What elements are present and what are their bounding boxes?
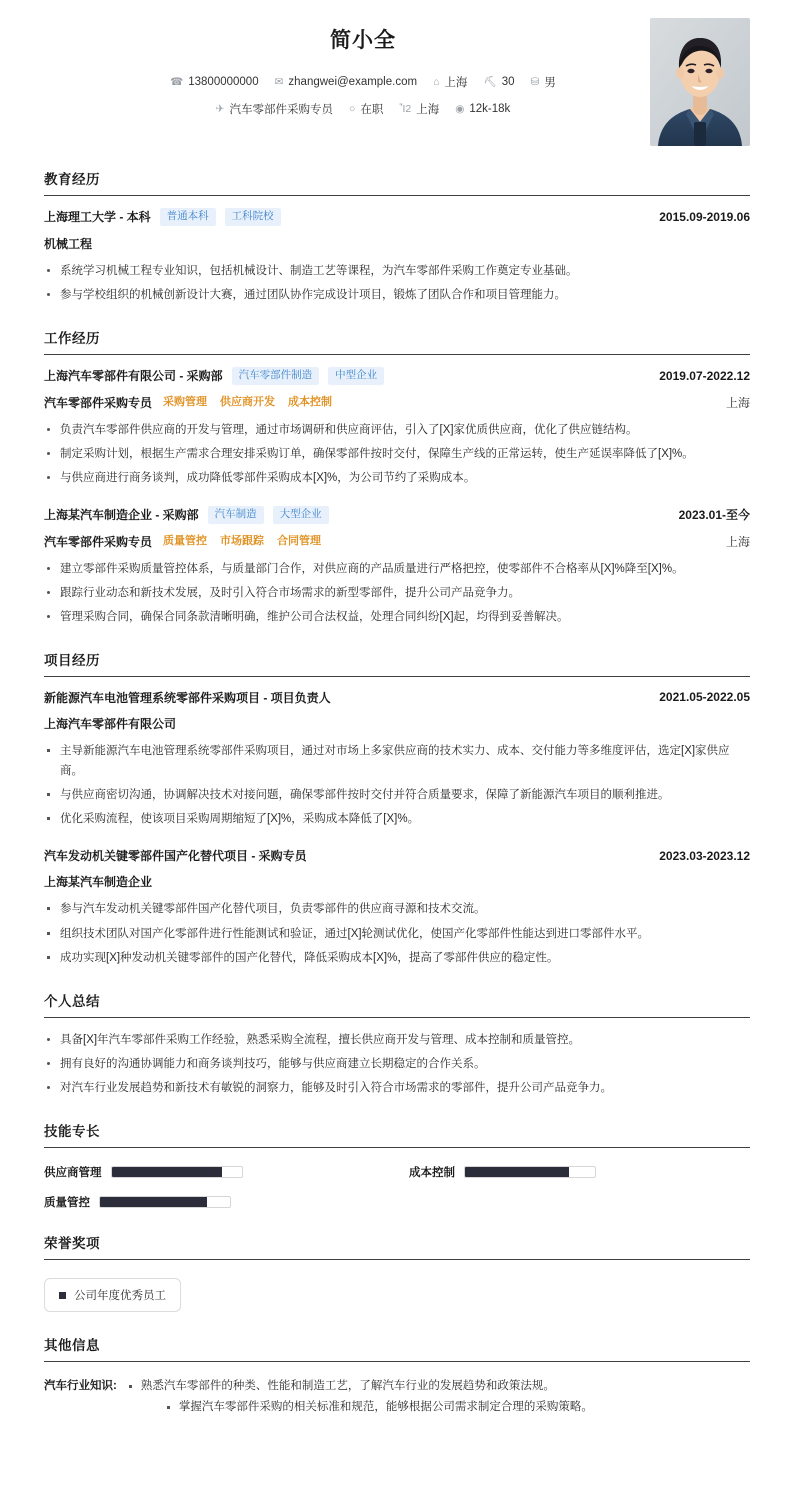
skill-item xyxy=(44,1194,385,1210)
resume-header xyxy=(44,12,750,146)
honor-label: 公司年度优秀员工 xyxy=(74,1290,166,1303)
job-title: 汽车零部件采购专员 xyxy=(44,534,153,549)
job-title: 汽车零部件采购专员 xyxy=(44,395,153,410)
skill-tag-badge: 采购管理 xyxy=(163,395,208,408)
contact-text: zhangwei@example.com xyxy=(288,76,418,88)
section-honors xyxy=(44,1232,750,1312)
entry-date: 2019.07-2022.12 xyxy=(659,368,750,383)
honor-chip[interactable] xyxy=(44,1278,181,1312)
section-title-work: 工作经历 xyxy=(44,330,100,346)
contact-text: 30 xyxy=(501,76,515,88)
skill-progress-track xyxy=(99,1196,231,1208)
skill-item xyxy=(409,1164,750,1180)
job-meta-text: 汽车零部件采购专员 xyxy=(229,104,334,116)
tag-badge: 大型企业 xyxy=(273,506,329,524)
summary-bullet-list xyxy=(44,1030,750,1098)
job-meta-text: 上海 xyxy=(416,104,440,116)
skill-item xyxy=(44,1164,385,1180)
page-title: 简小全 xyxy=(330,29,396,52)
skill-tag-badge: 市场跟踪 xyxy=(220,534,265,547)
bullet-item: 制定采购计划，根据生产需求合理安排采购订单，确保零部件按时交付，保障生产线的正常运转，使生产延误率降低了[X]%。 xyxy=(44,444,750,464)
section-title-education: 教育经历 xyxy=(44,172,100,187)
avatar-illustration xyxy=(650,18,750,146)
entry-header-row xyxy=(44,689,750,706)
other-info-label: 汽车行业知识: xyxy=(44,1380,117,1393)
skill-tag-badge: 供应商开发 xyxy=(220,395,276,408)
bullet-item: 参与学校组织的机械创新设计大赛，通过团队协作完成设计项目，锻炼了团队合作和项目管理能力。 xyxy=(44,285,750,305)
section-summary xyxy=(44,990,750,1098)
tag-badge: 普通本科 xyxy=(160,208,216,226)
contact-row xyxy=(84,74,642,90)
bullet-item: 建立零部件采购质量管控体系，与质量部门合作，对供应商的产品质量进行严格把控，使零部件不合格率从[X]%降至[X]%。 xyxy=(44,559,750,579)
entry-date: 2023.03-2023.12 xyxy=(659,848,750,863)
education-entry xyxy=(44,208,750,305)
project-name: 新能源汽车电池管理系统零部件采购项目 - 项目负责人 xyxy=(44,690,331,705)
entry-header-left xyxy=(44,367,384,385)
skills-grid xyxy=(44,1160,750,1210)
skill-tag-badge: 成本控制 xyxy=(288,395,333,408)
contact-item xyxy=(275,76,417,88)
project-entry xyxy=(44,689,750,830)
bullet-list xyxy=(44,261,750,305)
bullet-item: 熟悉汽车零部件的种类、性能和制造工艺，了解汽车行业的发展趋势和政策法规。 xyxy=(125,1376,750,1397)
building-icon: Ἶ2 xyxy=(399,102,412,115)
entry-role-row xyxy=(44,394,750,411)
honors-list xyxy=(44,1272,750,1312)
salary-icon: ◉ xyxy=(455,102,465,115)
project-company: 上海汽车零部件有限公司 xyxy=(44,716,177,731)
other-body xyxy=(44,1362,750,1419)
bullet-item: 拥有良好的沟通协调能力和商务谈判技巧，能够与供应商建立长期稳定的合作关系。 xyxy=(44,1054,750,1074)
other-bullet-list xyxy=(125,1376,750,1419)
contact-item xyxy=(531,74,556,90)
bullet-list xyxy=(44,559,750,627)
job-meta-text: 12k-18k xyxy=(469,103,511,115)
entry-header-row xyxy=(44,506,750,524)
contact-text: 13800000000 xyxy=(188,76,259,88)
entry-role-row xyxy=(44,533,750,550)
tag-badge: 工科院校 xyxy=(225,208,281,226)
award-square-icon xyxy=(59,1292,66,1299)
section-title-other: 其他信息 xyxy=(44,1338,100,1354)
bullet-item: 成功实现[X]种发动机关键零部件的国产化替代，降低采购成本[X]%，提高了零部件供应的稳定性。 xyxy=(44,948,750,968)
entry-date: 2015.09-2019.06 xyxy=(659,209,750,224)
job-location: 上海 xyxy=(725,534,750,549)
project-company: 上海某汽车制造企业 xyxy=(44,875,153,890)
summary-body xyxy=(44,1018,750,1098)
avatar xyxy=(650,18,750,146)
education-body xyxy=(44,196,750,305)
section-title-honors: 荣誉奖项 xyxy=(44,1236,100,1252)
entry-role-left xyxy=(44,394,334,411)
project-entry xyxy=(44,847,750,967)
bullet-list xyxy=(44,899,750,967)
job-meta-text: 在职 xyxy=(360,104,384,116)
other-info-group xyxy=(44,1374,750,1419)
skill-label: 成本控制 xyxy=(409,1167,455,1180)
bullet-list xyxy=(44,741,750,830)
skill-progress-track xyxy=(464,1166,596,1178)
gender-icon: ⛁ xyxy=(530,75,540,88)
bullet-item: 具备[X]年汽车零部件采购工作经验，熟悉采购全流程，擅长供应商开发与管理、成本控制和质量管控。 xyxy=(44,1030,750,1050)
job-meta-row xyxy=(84,101,642,117)
section-skills xyxy=(44,1120,750,1210)
skill-progress-track xyxy=(111,1166,243,1178)
bullet-item: 管理采购合同，确保合同条款清晰明确，维护公司合法权益，处理合同纠纷[X]起，均得到妥善解决。 xyxy=(44,607,750,627)
entry-header-left xyxy=(44,506,329,524)
entry-role-left xyxy=(44,533,323,550)
bullet-item: 参与汽车发动机关键零部件国产化替代项目，负责零部件的供应商寻源和技术交流。 xyxy=(44,899,750,919)
bullet-item: 组织技术团队对国产化零部件进行性能测试和验证，通过[X]轮测试优化，使国产化零部件性能达到进口零部件水平。 xyxy=(44,924,750,944)
honors-body xyxy=(44,1260,750,1312)
bullet-item: 优化采购流程，使该项目采购周期缩短了[X]%，采购成本降低了[X]%。 xyxy=(44,809,750,829)
work-entry xyxy=(44,367,750,488)
bullet-item: 掌握汽车零部件采购的相关标准和规范，能够根据公司需求制定合理的采购策略。 xyxy=(163,1397,750,1418)
contact-text: 上海 xyxy=(444,77,468,89)
other-info-list xyxy=(125,1376,750,1419)
bullet-list xyxy=(44,420,750,488)
project-body xyxy=(44,677,750,968)
entry-header-left xyxy=(44,208,281,226)
skill-progress-fill xyxy=(112,1167,223,1177)
job-meta-item xyxy=(455,103,510,115)
entry-header-row xyxy=(44,847,750,864)
header-main xyxy=(44,18,650,128)
bullet-item: 跟踪行业动态和新技术发展，及时引入符合市场需求的新型零部件，提升公司产品竞争力。 xyxy=(44,583,750,603)
send-icon: ✈ xyxy=(215,102,225,115)
section-work xyxy=(44,327,750,627)
skill-progress-fill xyxy=(465,1167,569,1177)
entry-header-row xyxy=(44,367,750,385)
contact-text: 男 xyxy=(544,77,556,89)
section-title-skills: 技能专长 xyxy=(44,1124,100,1140)
tag-badge: 汽车零部件制造 xyxy=(232,367,320,385)
entry-header-left xyxy=(44,689,331,706)
skill-label: 质量管控 xyxy=(44,1197,90,1210)
section-title-summary: 个人总结 xyxy=(44,993,100,1009)
skill-progress-fill xyxy=(100,1197,207,1207)
skills-body xyxy=(44,1148,750,1210)
job-location: 上海 xyxy=(725,395,750,410)
bullet-item: 主导新能源汽车电池管理系统零部件采购项目，通过对市场上多家供应商的技术实力、成本、交付能力等多维度评估，选定[X]家供应商。 xyxy=(44,741,750,781)
section-project xyxy=(44,649,750,968)
company-name: 上海某汽车制造企业 - 采购部 xyxy=(44,508,199,523)
school-name: 上海理工大学 - 本科 xyxy=(44,210,151,225)
user-icon: ⛏ xyxy=(483,75,497,88)
mail-icon: ✉ xyxy=(274,75,284,88)
major-name: 机械工程 xyxy=(44,236,93,251)
entry-header-row xyxy=(44,208,750,226)
job-meta-item xyxy=(349,101,383,117)
work-entry xyxy=(44,506,750,627)
bullet-item: 负责汽车零部件供应商的开发与管理，通过市场调研和供应商评估，引入了[X]家优质供应商，优化了供应链结构。 xyxy=(44,420,750,440)
bullet-item: 与供应商密切沟通，协调解决技术对接问题，确保零部件按时交付并符合质量要求，保障了新能源汽车项目的顺利推进。 xyxy=(44,785,750,805)
job-meta-item xyxy=(399,101,439,117)
job-meta-item xyxy=(216,101,333,117)
phone-icon: ☎ xyxy=(170,75,184,88)
contact-item xyxy=(170,76,258,88)
company-name: 上海汽车零部件有限公司 - 采购部 xyxy=(44,369,223,384)
project-name: 汽车发动机关键零部件国产化替代项目 - 采购专员 xyxy=(44,849,307,864)
contact-item xyxy=(483,76,514,88)
entry-date: 2023.01-至今 xyxy=(678,508,750,523)
status-circle-icon: ○ xyxy=(349,102,356,115)
tag-badge: 汽车制造 xyxy=(208,506,264,524)
section-education xyxy=(44,168,750,305)
contact-item xyxy=(433,74,467,90)
section-other xyxy=(44,1334,750,1419)
bullet-item: 对汽车行业发展趋势和新技术有敏锐的洞察力，能够及时引入符合市场需求的零部件，提升公司产品竞争力。 xyxy=(44,1078,750,1098)
skill-label: 供应商管理 xyxy=(44,1167,102,1180)
bullet-item: 与供应商进行商务谈判，成功降低零部件采购成本[X]%，为公司节约了采购成本。 xyxy=(44,468,750,488)
section-title-project: 项目经历 xyxy=(44,652,100,668)
entry-header-left xyxy=(44,847,307,864)
home-icon: ⌂ xyxy=(433,75,440,88)
skill-tag-badge: 合同管理 xyxy=(277,534,322,547)
work-body xyxy=(44,355,750,627)
bullet-item: 系统学习机械工程专业知识，包括机械设计、制造工艺等课程，为汽车零部件采购工作奠定专业基础。 xyxy=(44,261,750,281)
skill-tag-badge: 质量管控 xyxy=(163,534,208,547)
entry-date: 2021.05-2022.05 xyxy=(659,690,750,705)
tag-badge: 中型企业 xyxy=(328,367,384,385)
